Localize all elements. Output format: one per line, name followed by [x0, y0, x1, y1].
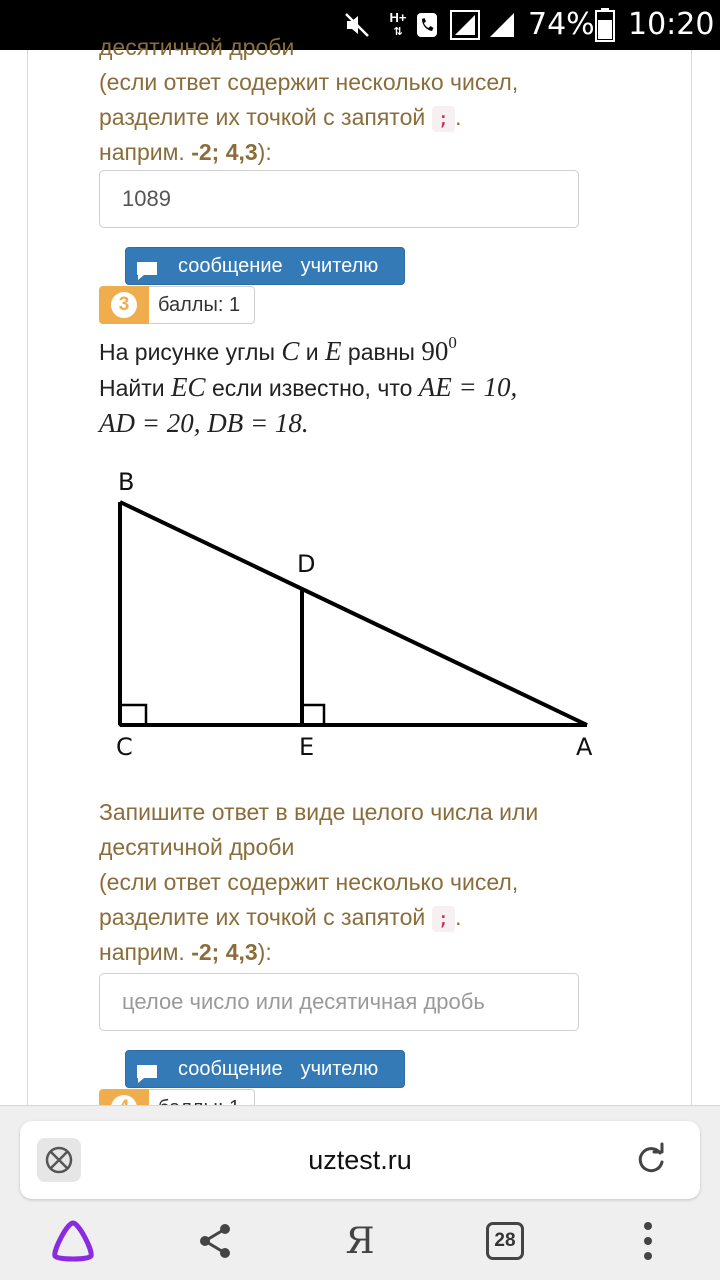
- tabs-count: 28: [486, 1222, 524, 1260]
- instruction-line: [99, 935, 679, 970]
- label-d: D: [297, 550, 316, 578]
- math-expr-ae: AE = 10,: [418, 372, 518, 402]
- clock: 10:20: [628, 7, 715, 42]
- instruction-line: [99, 100, 679, 135]
- tabs-button[interactable]: [484, 1215, 526, 1267]
- battery-percent: 74%: [528, 7, 595, 42]
- alice-assistant-icon[interactable]: [48, 1215, 98, 1267]
- angle-value: 90: [421, 336, 449, 366]
- message-teacher-button[interactable]: [125, 1050, 405, 1088]
- segment-ba: [120, 502, 587, 725]
- frame-border-right: [691, 50, 692, 1105]
- answer-instruction: [99, 795, 679, 970]
- math-angle: [421, 333, 457, 366]
- frame-border-left: [27, 50, 28, 1105]
- example-prefix: наприм.: [99, 139, 185, 165]
- comment-icon: [136, 257, 158, 275]
- url-text: uztest.ru: [308, 1145, 412, 1175]
- question-line-3: [99, 406, 689, 442]
- right-angle-mark-e: [302, 705, 324, 725]
- answer-input-2[interactable]: 1089: [99, 170, 579, 228]
- share-icon[interactable]: [195, 1215, 235, 1267]
- question-text-part: и: [305, 339, 319, 365]
- triangle-figure: [100, 460, 620, 780]
- top-instruction: [99, 30, 679, 170]
- instruction-line: десятичной дроби: [99, 834, 295, 860]
- example-value: -2; 4,3: [191, 939, 258, 965]
- example-value: -2; 4,3: [191, 139, 258, 165]
- question-text-part: Найти: [99, 375, 165, 401]
- instruction-line: [99, 135, 679, 170]
- semicolon-code: ;: [432, 906, 455, 932]
- instruction-text: разделите их точкой с запятой: [99, 904, 426, 930]
- math-var-e: E: [325, 336, 342, 366]
- page-content: [0, 34, 720, 1105]
- refresh-icon[interactable]: [634, 1143, 668, 1177]
- network-label: H+: [389, 10, 407, 25]
- address-bar[interactable]: [20, 1121, 700, 1199]
- label-c: C: [116, 733, 133, 761]
- label-e: E: [299, 733, 315, 761]
- message-button-label: сообщение: [178, 255, 283, 277]
- instruction-dot: .: [455, 904, 462, 930]
- message-button-label-b: учителю: [300, 255, 379, 277]
- math-expr-rest: AD = 20, DB = 18.: [99, 408, 309, 438]
- instruction-dot: .: [455, 104, 462, 130]
- network-type-icon: H+ ⇅: [389, 10, 407, 38]
- more-menu-icon[interactable]: [636, 1215, 660, 1267]
- question-line-1: [99, 325, 689, 370]
- example-suffix: ):: [257, 939, 272, 965]
- message-teacher-button[interactable]: [125, 247, 405, 285]
- right-angle-mark-c: [120, 705, 146, 725]
- instruction-line: [99, 900, 679, 935]
- instruction-line: (если ответ содержит несколько чисел,: [99, 869, 519, 895]
- example-prefix: наприм.: [99, 939, 185, 965]
- message-button-label: сообщение: [178, 1058, 283, 1080]
- semicolon-code: ;: [432, 106, 455, 132]
- instruction-line: Запишите ответ в виде целого числа или: [99, 799, 539, 825]
- question-number-badge: [99, 286, 149, 324]
- question-score: баллы: 1: [149, 286, 255, 324]
- math-var-c: C: [281, 336, 300, 366]
- message-button-label-b: учителю: [300, 1058, 379, 1080]
- question-text-part: На рисунке углы: [99, 339, 275, 365]
- instruction-line-cut: десятичной дроби: [99, 34, 295, 60]
- angle-sup: 0: [448, 333, 457, 352]
- question-number: 3: [111, 292, 137, 318]
- comment-icon: [136, 1060, 158, 1078]
- math-var-ec: EC: [171, 372, 206, 402]
- yandex-icon[interactable]: Я: [345, 1220, 375, 1262]
- answer-input-3[interactable]: целое число или десятичная дробь: [99, 973, 579, 1031]
- question-line-2: [99, 370, 689, 406]
- question-text-part: если известно, что: [211, 375, 413, 401]
- question-text: [99, 325, 689, 442]
- example-suffix: ):: [257, 139, 272, 165]
- label-a: A: [576, 733, 593, 761]
- label-b: B: [118, 468, 135, 496]
- instruction-text: разделите их точкой с запятой: [99, 104, 426, 130]
- instruction-line: (если ответ содержит несколько чисел,: [99, 69, 519, 95]
- question-text-part: равны: [347, 339, 415, 365]
